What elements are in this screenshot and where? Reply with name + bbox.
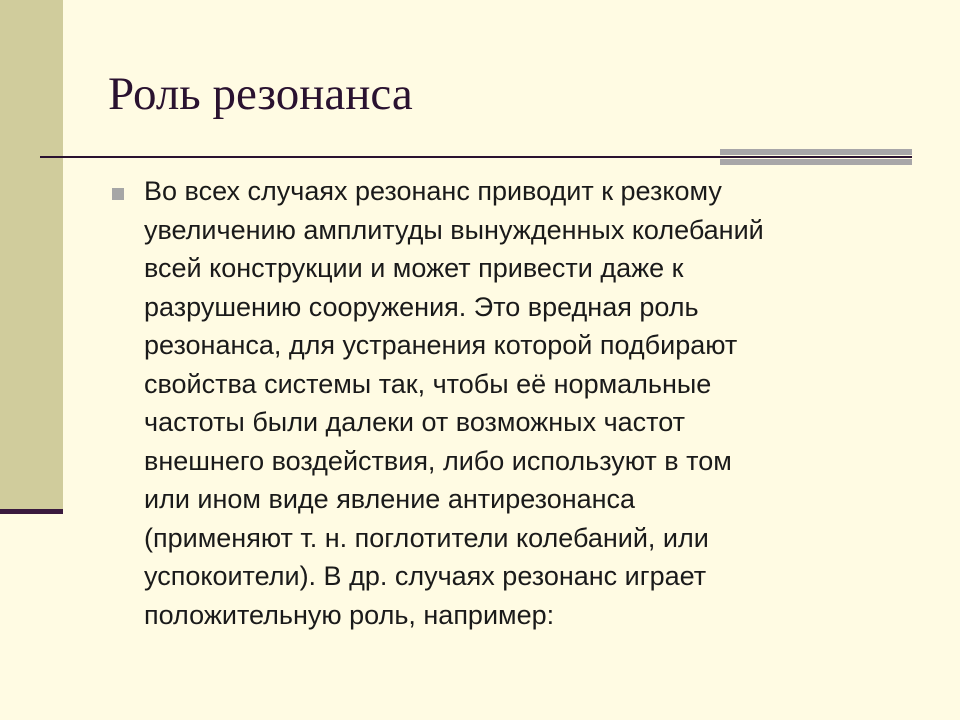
bullet-text-line: успокоители). В др. случаях резонанс играет [144, 561, 707, 591]
bullet-text-line: разрушению сооружения. Это вредная роль [144, 291, 699, 322]
title-divider-accent [720, 149, 912, 167]
bullet-text-line: свойства системы так, чтобы её нормальные [144, 368, 712, 399]
bullet-item [110, 172, 890, 634]
bullet-text-line: Во всех случаях резонанс приводит к резкому [144, 176, 722, 206]
title-divider [40, 156, 720, 158]
left-decorative-bar [0, 0, 63, 512]
bullet-text-line: или ином виде явление антирезонанса [144, 484, 636, 514]
slide-title: Роль резонанса [108, 68, 413, 120]
accent-stripe-middle [720, 156, 912, 158]
bullet-text-line: увеличению амплитуды вынужденных колебаний [144, 214, 764, 245]
accent-stripe-top [720, 149, 912, 155]
bullet-text-line: частоты были далеки от возможных частот [144, 407, 686, 437]
accent-stripe-bottom [720, 159, 912, 165]
bullet-text-line: резонанса, для устранения которой подбирают [144, 330, 738, 360]
slide-body [110, 172, 890, 634]
bullet-text-line: внешнего воздействия, либо используют в том [144, 445, 732, 476]
left-bar-underline [0, 509, 63, 514]
square-bullet-icon [112, 188, 124, 200]
bullet-text-line: положительную роль, например: [144, 599, 555, 630]
bullet-text-line: (применяют т. н. поглотители колебаний, или [144, 522, 709, 553]
bullet-text-line: всей конструкции и может привести даже к [144, 253, 684, 283]
